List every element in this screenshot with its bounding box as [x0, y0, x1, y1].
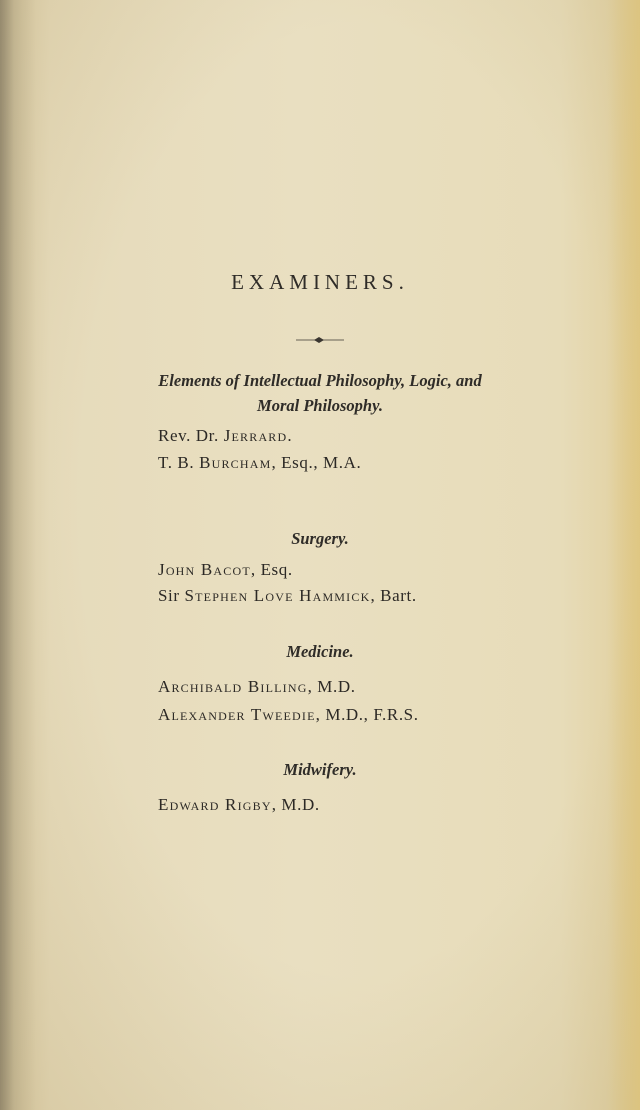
- examiner-entry: [158, 560, 293, 580]
- examiner-suffix: , Esq., M.A.: [271, 453, 362, 472]
- examiner-suffix: .: [287, 426, 293, 445]
- examiner-entry: [158, 677, 356, 697]
- examiner-name: Burcham: [199, 453, 272, 472]
- section-title-line: Medicine.: [286, 642, 354, 661]
- examiner-name: Archibald Billing: [158, 677, 308, 696]
- page-edge-tint: [606, 0, 640, 1110]
- examiner-name: John Bacot: [158, 560, 251, 579]
- page-heading: EXAMINERS.: [231, 270, 409, 294]
- examiner-name: Edward Rigby: [158, 795, 272, 814]
- examiner-suffix: , M.D., F.R.S.: [315, 705, 419, 724]
- ornament-divider-icon: [296, 335, 344, 345]
- examiner-suffix: , M.D.: [307, 677, 356, 696]
- examiner-suffix: , M.D.: [271, 795, 320, 814]
- examiner-prefix: T. B.: [158, 453, 200, 472]
- section-title-line: Midwifery.: [283, 760, 357, 779]
- examiner-entry: [158, 705, 419, 725]
- examiner-name: Jerrard: [223, 426, 288, 445]
- examiner-prefix: Rev. Dr.: [158, 426, 224, 445]
- examiner-entry: [158, 586, 417, 606]
- spine-shadow: [0, 0, 36, 1110]
- section-title-midwifery: [0, 757, 640, 782]
- examiner-entry: [158, 453, 361, 473]
- section-title-medicine: [0, 639, 640, 664]
- section-title-line: Elements of Intellectual Philosophy, Logic, and: [158, 371, 482, 390]
- examiner-entry: [158, 426, 292, 446]
- examiner-name: Stephen Love Hammick: [184, 586, 371, 605]
- examiner-suffix: , Bart.: [370, 586, 417, 605]
- section-title-line: Moral Philosophy.: [257, 396, 383, 415]
- examiner-prefix: Sir: [158, 586, 185, 605]
- section-title-line: Surgery.: [291, 529, 349, 548]
- examiner-name: Alexander Tweedie: [158, 705, 316, 724]
- section-title-surgery: [0, 526, 640, 551]
- section-title-philosophy: [0, 368, 640, 418]
- examiner-suffix: , Esq.: [250, 560, 293, 579]
- examiner-entry: [158, 795, 320, 815]
